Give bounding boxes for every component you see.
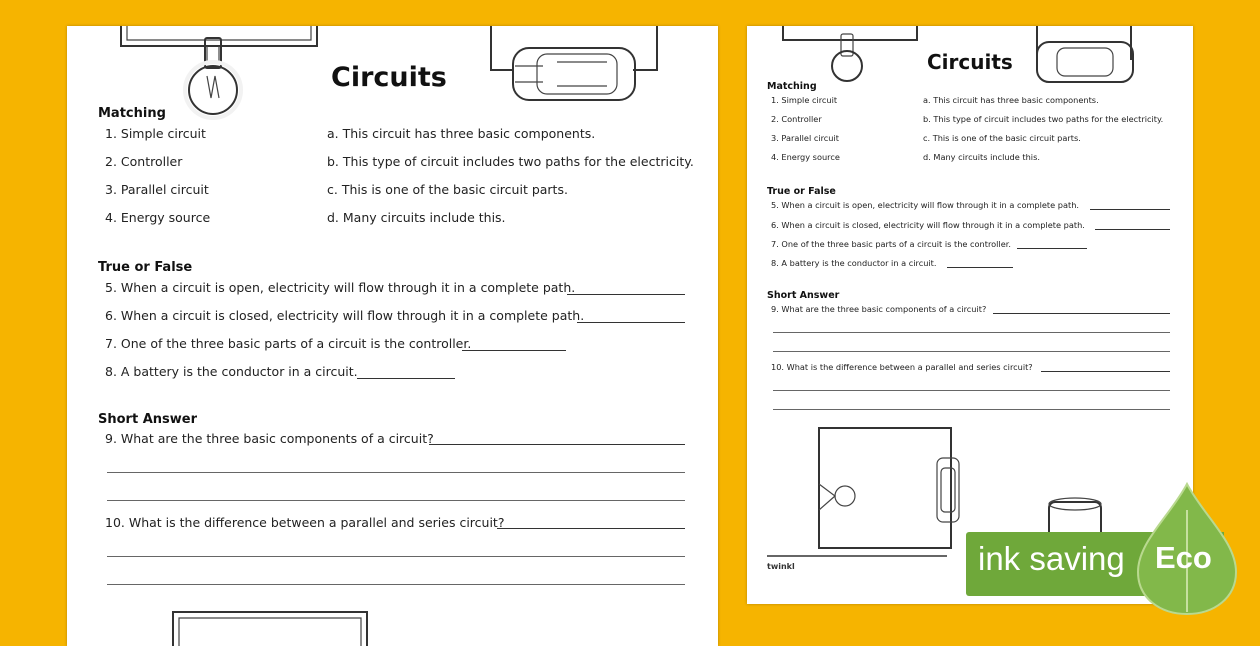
matching-definition: b. This type of circuit includes two paths for the electricity.	[923, 114, 1164, 124]
battery-icon	[491, 26, 657, 100]
short-answer-question: 9. What are the three basic components of a circuit?	[771, 304, 987, 314]
answer-blank	[567, 294, 685, 295]
true-false-heading: True or False	[767, 186, 836, 197]
short-answer-heading: Short Answer	[98, 412, 197, 427]
short-answer-question: 9. What are the three basic components of a circuit?	[105, 431, 434, 446]
matching-heading: Matching	[98, 106, 166, 121]
answer-blank	[1017, 248, 1087, 249]
answer-line	[107, 584, 685, 585]
answer-line	[773, 351, 1170, 352]
matching-definition: d. Many circuits include this.	[327, 210, 506, 225]
worksheet-preview-large	[67, 26, 718, 646]
answer-line	[773, 390, 1170, 391]
answer-blank	[1090, 209, 1170, 210]
circuit-diagram	[819, 428, 1101, 548]
matching-term: 3. Parallel circuit	[105, 182, 209, 197]
answer-line	[107, 472, 685, 473]
matching-term: 2. Controller	[771, 114, 822, 124]
matching-term: 3. Parallel circuit	[771, 133, 839, 143]
worksheet-title: Circuits	[927, 50, 1013, 74]
worksheet-title: Circuits	[331, 62, 447, 93]
answer-line	[107, 500, 685, 501]
matching-heading: Matching	[767, 81, 817, 92]
true-false-item: 5. When a circuit is open, electricity will flow through it in a complete path.	[771, 200, 1080, 210]
short-answer-question: 10. What is the difference between a parallel and series circuit?	[771, 362, 1033, 372]
matching-definition: c. This is one of the basic circuit parts.	[923, 133, 1081, 143]
light-bulb-icon	[185, 38, 241, 118]
true-false-item: 8. A battery is the conductor in a circuit.	[771, 258, 937, 268]
answer-line	[993, 313, 1170, 314]
true-false-item: 7. One of the three basic parts of a circuit is the controller.	[771, 239, 1011, 249]
matching-term: 4. Energy source	[771, 152, 840, 162]
matching-term: 4. Energy source	[105, 210, 211, 225]
true-false-heading: True or False	[98, 260, 193, 275]
answer-line	[107, 556, 685, 557]
true-false-item: 6. When a circuit is closed, electricity will flow through it in a complete path.	[771, 220, 1085, 230]
answer-blank	[357, 378, 455, 379]
answer-blank	[462, 350, 566, 351]
true-false-item: 5. When a circuit is open, electricity will flow through it in a complete path.	[105, 280, 576, 295]
matching-definition: c. This is one of the basic circuit parts.	[327, 182, 568, 197]
answer-line	[1041, 371, 1170, 372]
twinkl-logo: twinkl	[767, 562, 795, 571]
matching-definition: d. Many circuits include this.	[923, 152, 1040, 162]
answer-blank	[577, 322, 685, 323]
short-answer-heading: Short Answer	[767, 290, 840, 301]
answer-blank	[947, 267, 1013, 268]
matching-term: 1. Simple circuit	[105, 126, 206, 141]
ink-saving-text: ink saving	[978, 540, 1125, 577]
true-false-item: 7. One of the three basic parts of a circuit is the controller.	[105, 336, 472, 351]
answer-line	[429, 444, 685, 445]
matching-term: 2. Controller	[105, 154, 183, 169]
eco-label: Eco	[1155, 540, 1212, 575]
answer-blank	[1095, 229, 1170, 230]
matching-definition: a. This circuit has three basic components.	[923, 95, 1099, 105]
matching-term: 1. Simple circuit	[771, 95, 838, 105]
answer-line	[773, 409, 1170, 410]
true-false-item: 6. When a circuit is closed, electricity will flow through it in a complete path.	[105, 308, 585, 323]
answer-line	[773, 332, 1170, 333]
short-answer-question: 10. What is the difference between a parallel and series circuit?	[105, 515, 505, 530]
matching-definition: b. This type of circuit includes two paths for the electricity.	[327, 154, 694, 169]
true-false-item: 8. A battery is the conductor in a circuit.	[105, 364, 358, 379]
answer-line	[497, 528, 685, 529]
matching-definition: a. This circuit has three basic components.	[327, 126, 596, 141]
light-bulb-icon	[832, 34, 862, 81]
battery-icon	[1037, 26, 1133, 82]
